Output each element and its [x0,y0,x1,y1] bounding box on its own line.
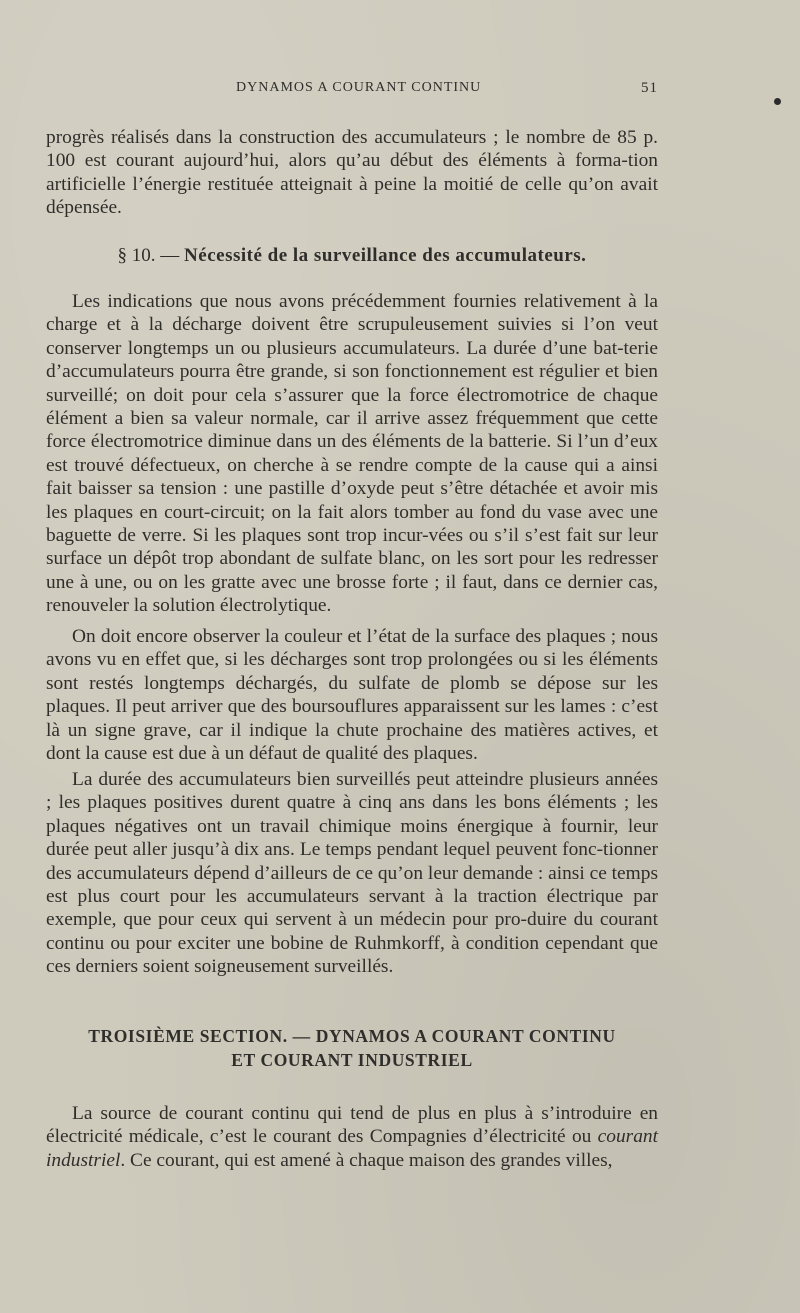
italic-term: courant industriel [46,1126,658,1171]
paragraph-text: La source de courant continu qui tend de plus en plus à s’introduire en électricité médicale, c’est le courant des Compagnies d’électricité ou [46,1103,658,1148]
section-title: Nécessité de la surveillance des accumulateurs. [184,245,587,266]
part-heading-line-2: ET COURANT INDUSTRIEL [231,1050,473,1070]
page-header [46,80,658,102]
paragraph-indications: Les indications que nous avons précédemment fournies relativement à la charge et à la décharge doivent être scrupuleusement suivies si l’on veut conserver longtemps un ou plusieurs accumulateurs. La durée d’une bat-terie d’accumulateurs pourra être grande, si son fonctionnement est régulier et bien surveillé; on doit pour cela s’assurer que la force électromotrice de chaque élément a bien sa valeur normale, car il arrive assez fréquemment que cette force électromotrice diminue dans un des éléments de la batterie. Si l’un d’eux est trouvé défectueux, on cherche à se rendre compte de la cause qui a ainsi fait baisser sa tension : une pastille d’oxyde peut s’être détachée et avoir mis les plaques en court-circuit; on la fait alors tomber au fond du vase avec une baguette de verre. Si les plaques sont trop incur-vées ou s’il s’est fait sur leur surface un dépôt trop abondant de sulfate blanc, on les sort pour les redresser une à une, ou on les gratte avec une brosse forte ; il faut, dans ce dernier cas, renouveler la solution électrolytique. [46,291,658,617]
paragraph-text-end: . Ce courant, qui est amené à chaque maison des grandes villes, [120,1149,613,1171]
part-heading-line-1: TROISIÈME SECTION. — DYNAMOS A COURANT CONTINU [88,1026,616,1046]
paragraph-plaques: On doit encore observer la couleur et l’état de la surface des plaques ; nous avons vu en effet que, si les décharges sont trop prolongées ou si les éléments sont restés longtemps déchargés, du sulfate de plomb se dépose sur les plaques. Il peut arriver que des boursouflures apparaissent sur les lames : c’est là un signe grave, car il indique la chute prochaine des matières actives, et dont la cause est due à un défaut de qualité des plaques. [46,626,658,765]
section-heading [46,245,658,267]
page-number: 51 [641,80,658,96]
running-head: DYNAMOS A COURANT CONTINU [236,80,482,95]
paragraph-duree: La durée des accumulateurs bien surveillés peut atteindre plusieurs années ; les plaques positives durent quatre à cinq ans dans les bons éléments ; les plaques négatives ont un travail chimique moins énergique à fournir, leur durée peut aller jusqu’à dix ans. Le temps pendant lequel peuvent fonc-tionner des accumulateurs dépend d’ailleurs de ce qu’on leur demande : ainsi ce temps est plus court pour les accumulateurs servant à la traction électrique par exemple, que pour ceux qui servent à un médecin pour pro-duire du courant continu ou pour exciter une bobine de Ruhmkorff, à condition cependant que ces derniers soient soigneusement surveillés. [46,769,658,978]
ink-spot [774,98,781,105]
paragraph-courant-industriel [46,1102,658,1172]
paragraph-continuation: progrès réalisés dans la construction des accumulateurs ; le nombre de 85 p. 100 est courant aujourd’hui, alors qu’au début des éléments à forma-tion artificielle l’énergie restituée atteignait à peine la moitié de celle qu’on avait dépensée. [46,127,658,219]
section-number: § 10. — [117,245,180,266]
